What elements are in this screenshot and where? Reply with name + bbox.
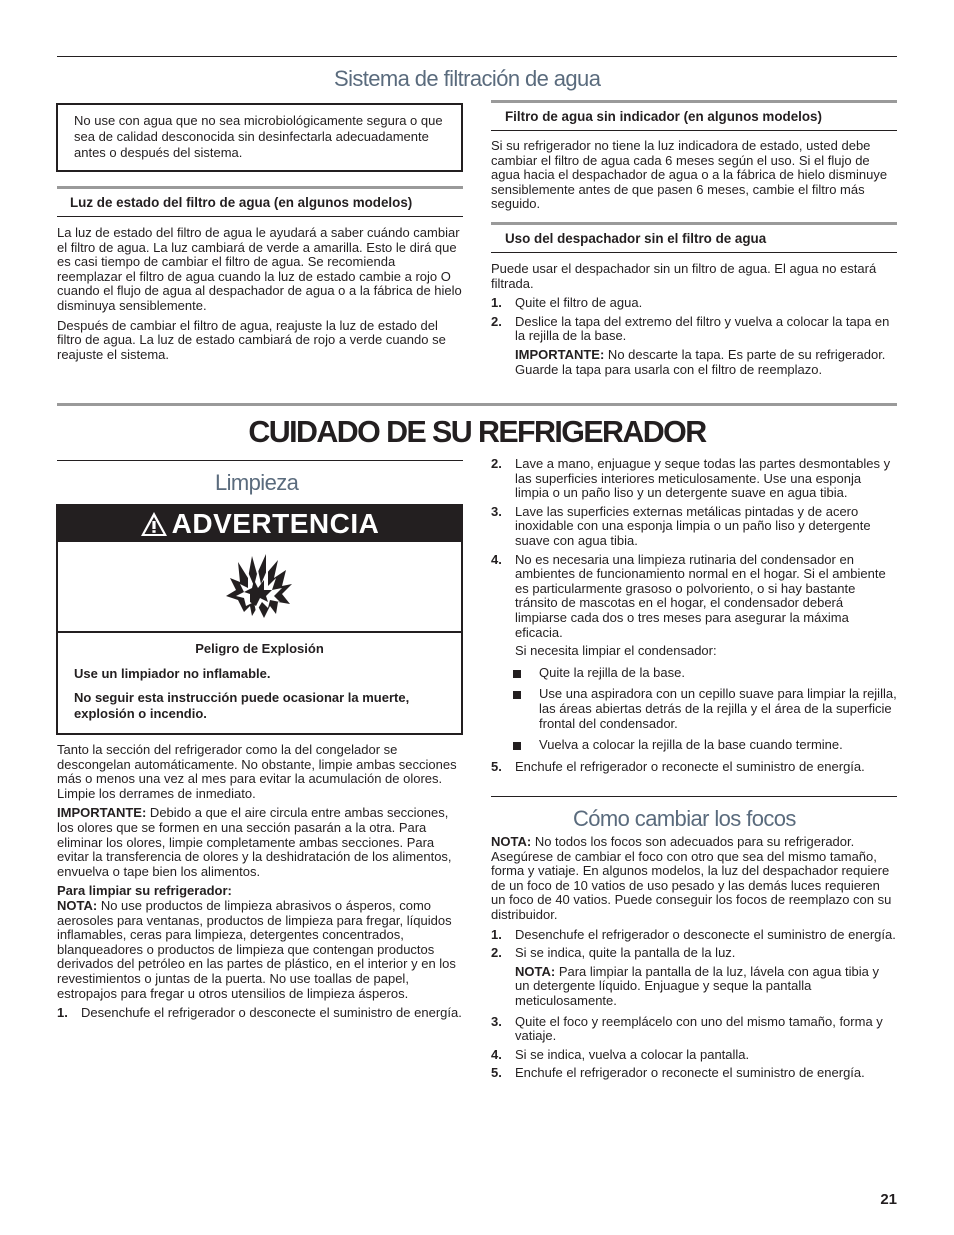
bullet-square-icon	[513, 742, 521, 750]
step-number: 5.	[491, 758, 502, 774]
step-text: Desenchufe el refrigerador o desconecte el suministro de energía.	[515, 926, 896, 942]
nota-text: No use productos de limpieza abrasivos o ásperos, como aerosoles para ventanas, productos de limpieza para fregar, líquidos inflamables, ceras para limpieza, detergentes concentrados, blanqueadores o productos de limpieza que contengan productos derivados del petróleo en las partes de plástico, en el interior y en los revestimientos o juntas de la puerta. No use toallas de papel, estropajos para fregar u otros utensilios de limpieza ásperos.	[57, 897, 456, 1001]
filtration-title: Sistema de filtración de agua	[334, 66, 601, 91]
nota-text: No todos los focos son adecuados para su refrigerador. Asegúrese de cambiar el foco con otro que sea del mismo tamaño, forma y vatiaje. En algunos modelos, la luz del despachador requiere de un foco de 10 vatios de uso pesado y las demás luces requieren un foco de 40 vatios. Puede conseguir los focos de reemplazo con su distribuidor.	[491, 834, 892, 922]
step-text: Lave a mano, enjuague y seque todas las partes desmontables y las superficies interiores meticulosamente. Use una esponja limpia o un paño liso y un detergente suave en agua tibia.	[515, 456, 891, 501]
status-light-heading: Luz de estado del filtro de agua (en algunos modelos)	[70, 195, 413, 210]
step-text: Si se indica, quite la pantalla de la luz.	[515, 945, 736, 961]
bulbs-step-2	[491, 946, 897, 961]
no-filter-rule	[491, 222, 897, 225]
no-filter-body	[491, 262, 897, 377]
bullet-square-icon	[513, 691, 521, 699]
no-filter-step-1	[491, 296, 897, 311]
step-number: 1.	[491, 926, 502, 942]
step-text: Deslice la tapa del extremo del filtro y vuelva a colocar la tapa en la rejilla de la base.	[515, 313, 890, 344]
step-text: Quite el filtro de agua.	[515, 295, 643, 311]
status-light-paragraph-2: Después de cambiar el filtro de agua, reajuste la luz de estado del filtro de agua. La luz de estado cambiará de rojo a verde cuando se reajuste el sistema.	[57, 317, 446, 362]
step-text: Enchufe el refrigerador o reconecte el suministro de energía.	[515, 1065, 865, 1081]
bulbs-step-3	[491, 1015, 897, 1044]
status-light-body	[57, 226, 463, 367]
step-text: Lave las superficies externas metálicas pintadas y de acero inoxidable con una esponja limpia o un paño liso y detergente suave con agua tibia.	[515, 503, 871, 548]
cleaning-step-5	[491, 760, 897, 775]
step-number: 3.	[491, 503, 502, 519]
no-filter-underline	[491, 252, 897, 253]
step-text: Quite el foco y reemplácelo con uno del mismo tamaño, forma y vatiaje.	[515, 1013, 883, 1044]
condenser-bullet-2	[491, 687, 897, 731]
important-label: IMPORTANTE:	[515, 346, 605, 362]
no-filter-step-2	[491, 315, 897, 344]
condenser-intro: Si necesita limpiar el condensador:	[515, 643, 717, 659]
cleaning-important	[57, 806, 463, 879]
step-number: 3.	[491, 1013, 502, 1029]
cleaning-step-1	[57, 1006, 463, 1021]
bullet-square-icon	[513, 670, 521, 678]
step-number: 1.	[491, 295, 502, 311]
status-light-rule	[57, 186, 463, 189]
nota-text: Para limpiar la pantalla de la luz, lávela con agua tibia y un detergente líquido. Enjuague y seque la pantalla meticulosamente.	[515, 963, 879, 1008]
no-filter-paragraph: Puede usar el despachador sin un filtro de agua. El agua no estará filtrada.	[491, 261, 877, 291]
no-indicator-rule	[491, 100, 897, 103]
no-filter-important	[491, 348, 897, 377]
warning-label: ADVERTENCIA	[171, 508, 380, 539]
bulbs-step-5	[491, 1066, 897, 1081]
cleaning-left-body	[57, 743, 463, 1025]
main-title-rule	[57, 403, 897, 406]
cleaning-step-3	[491, 505, 897, 549]
nota-label: NOTA:	[515, 963, 556, 979]
step-text: Si se indica, vuelva a colocar la pantalla.	[515, 1046, 750, 1062]
condenser-bullet-1	[491, 666, 897, 681]
cleaning-rule	[57, 460, 463, 461]
explosion-icon-area	[58, 542, 461, 633]
bulbs-body	[491, 835, 897, 1085]
step-text: Desenchufe el refrigerador o desconecte el suministro de energía.	[81, 1005, 462, 1021]
status-light-underline	[57, 216, 463, 217]
bulbs-step-1	[491, 928, 897, 943]
warning-panel	[56, 504, 463, 735]
nota-label: NOTA:	[57, 897, 98, 913]
cleaning-right-body	[491, 457, 897, 778]
step-number: 4.	[491, 1046, 502, 1062]
step-text: Enchufe el refrigerador o reconecte el suministro de energía.	[515, 758, 865, 774]
nota-label: NOTA:	[491, 834, 532, 849]
water-warning-box	[56, 103, 463, 172]
bulbs-step-4	[491, 1048, 897, 1063]
hazard-line-2: No seguir esta instrucción puede ocasionar la muerte, explosión o incendio.	[74, 690, 410, 721]
bulbs-title: Cómo cambiar los focos	[573, 806, 796, 831]
explosion-icon	[224, 554, 294, 620]
cleaning-step-4	[491, 553, 897, 641]
hazard-text-area	[58, 633, 461, 722]
no-filter-heading: Uso del despachador sin el filtro de agua	[505, 231, 767, 246]
important-text: No descarte la tapa. Es parte de su refrigerador. Guarde la tapa para usarla con el filtro de reemplazo.	[515, 346, 886, 377]
cleaning-step-2	[491, 457, 897, 501]
condenser-bullet-3	[491, 738, 897, 753]
step-number: 2.	[491, 945, 502, 961]
hazard-title: Peligro de Explosión	[195, 641, 324, 656]
cleaning-subhead: Para limpiar su refrigerador:	[57, 883, 232, 899]
warning-triangle-icon	[140, 511, 168, 537]
important-label: IMPORTANTE:	[57, 805, 147, 821]
bullet-text: Use una aspiradora con un cepillo suave para limpiar la rejilla, las áreas abiertas detrás de la rejilla y el área de la superficie frontal del condensador.	[539, 686, 897, 731]
step-number: 5.	[491, 1065, 502, 1081]
cleaning-paragraph-1: Tanto la sección del refrigerador como la del congelador se descongelan automáticamente. No obstante, limpie ambas secciones más o menos una vez al mes para evitar la acumulación de olores. Limpie los derrames de inmediato.	[57, 742, 457, 801]
page-number: 21	[880, 1191, 897, 1208]
no-indicator-body	[491, 139, 897, 217]
step-number: 1.	[57, 1005, 68, 1021]
main-title: CUIDADO DE SU REFRIGERADOR	[248, 414, 706, 449]
important-text: Debido a que el aire circula entre ambas secciones, los olores que se formen en una sección pasarán a la otra. Para eliminar los olores, limpie completamente ambas secciones. Para evitar la transferencia de olores y la deshidratación de los alimentos, envuelva o tape bien los alimentos.	[57, 805, 452, 879]
water-warning-text: No use con agua que no sea microbiológicamente segura o que sea de calidad desconocida sin desinfectarla adecuadamente antes o después del sistema.	[74, 113, 443, 160]
no-indicator-underline	[491, 130, 897, 131]
status-light-paragraph-1: La luz de estado del filtro de agua le ayudará a saber cuándo cambiar el filtro de agua. La luz cambiará de verde a amarilla. Esto le dirá que es casi tiempo de cambiar el filtro de agua. Se recomienda reemplazar el filtro de agua cuando la luz de estado cambie a rojo O cuando el flujo de agua al despachador de agua o a la fábrica de hielo disminuya sensiblemente.	[57, 225, 462, 313]
bulbs-nota	[491, 835, 897, 923]
hazard-line-1: Use un limpiador no inflamable.	[74, 666, 271, 681]
bullet-text: Quite la rejilla de la base.	[539, 664, 685, 680]
no-indicator-paragraph: Si su refrigerador no tiene la luz indicadora de estado, usted debe cambiar el filtro de agua cada 6 meses según el uso. Si el flujo de agua hacia el despachador de agua o a la fábrica de hielo disminuye sensiblemente antes de que pasen 6 meses, cambie el filtro más seguido.	[491, 138, 888, 212]
step-number: 2.	[491, 456, 502, 471]
cleaning-nota	[57, 899, 463, 1001]
step-number: 2.	[491, 313, 502, 329]
bulbs-rule	[491, 796, 897, 797]
no-indicator-heading: Filtro de agua sin indicador (en algunos modelos)	[505, 109, 822, 124]
top-rule	[57, 56, 897, 57]
bulbs-step-2-note	[491, 965, 897, 1009]
warning-header	[58, 506, 461, 542]
step-number: 4.	[491, 551, 502, 567]
cleaning-title: Limpieza	[215, 470, 299, 495]
step-text: No es necesaria una limpieza rutinaria del condensador en ambientes de funcionamiento normal en el hogar. Si el ambiente es particularmente grasoso o polvoriento, o si hay bastante tránsito de mascotas en el hogar, el condensador deberá limpiarse cada dos o tres meses para asegurar la máxima eficacia.	[515, 551, 886, 640]
bullet-text: Vuelva a colocar la rejilla de la base cuando termine.	[539, 737, 843, 753]
